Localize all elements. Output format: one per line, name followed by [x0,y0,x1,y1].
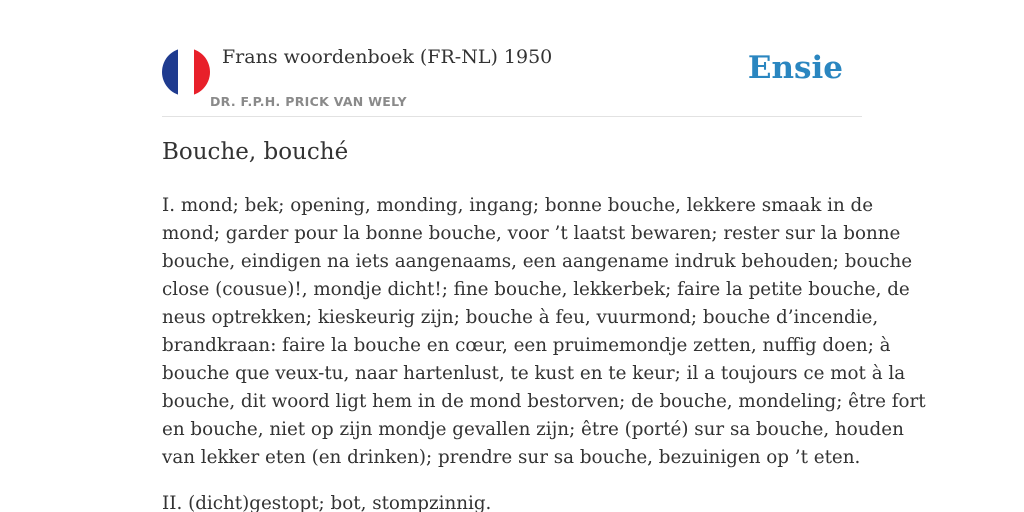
dictionary-title[interactable]: Frans woordenboek (FR-NL) 1950 [222,46,553,68]
flag-stripe-red [194,48,210,96]
entry-headword: Bouche, bouché [162,139,349,165]
definition-line: mond; garder pour la bonne bouche, voor ’t laatst bewaren; rester sur la bonne [162,223,901,244]
definition-line: brandkraan: faire la bouche en cœur, een pruimemondje zetten, nuffig doen; à [162,335,891,356]
definition-line: bouche, dit woord ligt hem in de mond bestorven; de bouche, mondeling; être fort [162,391,926,412]
dictionary-author: DR. F.P.H. PRICK VAN WELY [210,94,407,109]
definition-line: bouche, eindigen na iets aangenaams, een aangename indruk behouden; bouche [162,251,913,272]
definition-line: bouche que veux-tu, naar hartenlust, te kust en te keur; il a toujours ce mot à la [162,363,906,384]
ensie-logo[interactable]: Ensie [747,50,843,86]
flag-stripe-white [178,48,194,96]
definition-line: neus optrekken; kieskeurig zijn; bouche à feu, vuurmond; bouche d’incendie, [162,307,879,328]
definition-line: I. mond; bek; opening, monding, ingang; bonne bouche, lekkere smaak in de [162,195,874,216]
entry-definition [162,192,926,512]
definition-sense-1 [162,192,926,472]
definition-line: II. (dicht)gestopt; bot, stompzinnig. [162,493,492,512]
definition-line: en bouche, niet op zijn mondje gevallen zijn; être (porté) sur sa bouche, houden [162,419,904,440]
dictionary-header [162,40,862,117]
flag-stripe-blue [162,48,178,96]
definition-line: close (cousue)!, mondje dicht!; fine bouche, lekkerbek; faire la petite bouche, de [162,279,910,300]
definition-sense-2 [162,490,862,512]
flag-france-icon [162,48,210,96]
definition-line: van lekker eten (en drinken); prendre sur sa bouche, bezuinigen op ’t eten. [162,447,861,468]
